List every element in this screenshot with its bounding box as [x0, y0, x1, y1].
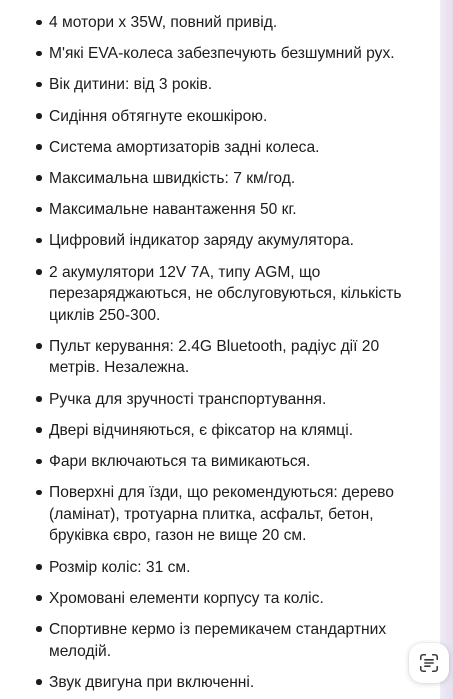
feature-item-suspension: Система амортизаторів задні колеса.: [49, 137, 421, 159]
feature-item-batteries: 2 акумулятори 12V 7А, типу AGM, що перезаряджаються, не обслуговуються, кількість циклів 250-300.: [49, 262, 421, 327]
feature-item-handle: Ручка для зручності транспортування.: [49, 389, 421, 411]
feature-item-max-load: Максимальне навантаження 50 кг.: [49, 199, 421, 221]
feature-item-max-speed: Максимальна швидкість: 7 км/год.: [49, 168, 421, 190]
feature-item-chrome: Хромовані елементи корпусу та коліс.: [49, 588, 421, 610]
feature-item-battery-indicator: Цифровий індикатор заряду акумулятора.: [49, 230, 421, 252]
feature-item-doors: Двері відчиняються, є фіксатор на клямці.: [49, 420, 421, 442]
feature-item-motors: 4 мотори х 35W, повний привід.: [49, 12, 421, 34]
feature-item-wheels: М'які EVA-колеса забезпечують безшумний рух.: [49, 43, 421, 65]
feature-item-headlights: Фари включаються та вимикаються.: [49, 451, 421, 473]
feature-item-engine-sound: Звук двигуна при включенні.: [49, 672, 421, 694]
feature-item-remote: Пульт керування: 2.4G Bluetooth, радіус дії 20 метрів. Незалежна.: [49, 336, 421, 379]
feature-item-age: Вік дитини: від 3 років.: [49, 74, 421, 96]
document-scan-icon: [418, 652, 440, 674]
feature-item-wheel-size: Розмір коліс: 31 см.: [49, 557, 421, 579]
feature-item-surfaces: Поверхні для їзди, що рекомендуються: дерево (ламінат), тротуарна плитка, асфальт, бетон, бруківка євро, газон не вище 20 см.: [49, 482, 421, 547]
feature-item-seat: Сидіння обтягнуте екошкірою.: [49, 106, 421, 128]
document-scan-button[interactable]: [409, 643, 449, 683]
feature-item-steering: Спортивне кермо із перемикачем стандартних мелодій.: [49, 619, 421, 662]
